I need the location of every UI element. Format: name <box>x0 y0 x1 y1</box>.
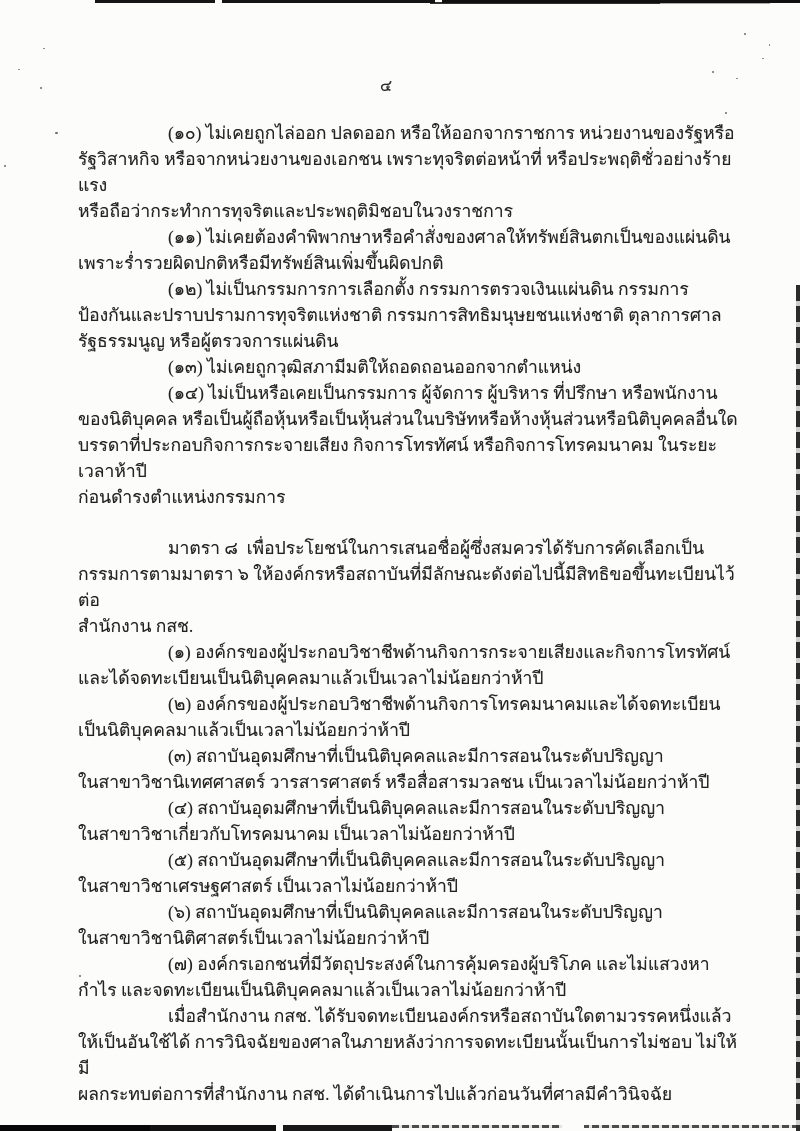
text-line: มาตรา ๘ เพื่อประโยชน์ในการเสนอชื่อผู้ซึ่งสมควรได้รับการคัดเลือกเป็น <box>168 538 705 558</box>
text-line: ของนิติบุคคล หรือเป็นผู้ถือหุ้นหรือเป็นหุ้นส่วนในบริษัทหรือห้างหุ้นส่วนหรือนิติบุคคลอื่นใด <box>78 409 738 429</box>
text-line: (๔) สถาบันอุดมศึกษาที่เป็นนิติบุคคลและมีการสอนในระดับปริญญา <box>168 798 665 818</box>
text-line: (๑๑) ไม่เคยต้องคำพิพากษาหรือคำสั่งของศาลให้ทรัพย์สินตกเป็นของแผ่นดิน <box>168 227 731 247</box>
text-line: (๑) องค์กรของผู้ประกอบวิชาชีพด้านกิจการกระจายเสียงและกิจการโทรทัศน์ <box>168 642 731 662</box>
scan-artifact-bottom-edge-right <box>392 1125 800 1128</box>
paragraph-clause-14 <box>78 380 740 510</box>
text-line: เป็นนิติบุคคลมาแล้วเป็นเวลาไม่น้อยกว่าห้าปี <box>78 720 411 740</box>
text-line: รัฐธรรมนูญ หรือผู้ตรวจการแผ่นดิน <box>78 331 339 351</box>
text-line: รัฐวิสาหกิจ หรือจากหน่วยงานของเอกชน เพราะทุจริตต่อหน้าที่ หรือประพฤติชั่วอย่างร้ายแรง <box>78 149 732 195</box>
text-line: (๕) สถาบันอุดมศึกษาที่เป็นนิติบุคคลและมีการสอนในระดับปริญญา <box>168 850 665 870</box>
scan-speck <box>736 78 738 79</box>
scan-artifact-top-edge <box>95 0 800 3</box>
scan-speck <box>43 48 45 49</box>
document-body <box>78 120 740 1107</box>
text-line: เพราะร่ำรวยผิดปกติหรือมีทรัพย์สินเพิ่มขึ้นผิดปกติ <box>78 253 444 273</box>
text-line: (๑๔) ไม่เป็นหรือเคยเป็นกรรมการ ผู้จัดการ ผู้บริหาร ที่ปรึกษา หรือพนักงาน <box>168 383 718 403</box>
scan-speck <box>769 44 770 46</box>
paragraph-item-4 <box>78 795 740 847</box>
paragraph-item-1 <box>78 639 740 691</box>
paragraph-clause-12 <box>78 276 740 354</box>
text-line: และได้จดทะเบียนเป็นนิติบุคคลมาแล้วเป็นเวลาไม่น้อยกว่าห้าปี <box>78 668 544 688</box>
text-line: กรรมการตามมาตรา ๖ ให้องค์กรหรือสถาบันที่มีลักษณะดังต่อไปนี้มีสิทธิขอขึ้นทะเบียนไว้ต่อ <box>78 564 735 610</box>
text-line: (๒) องค์กรของผู้ประกอบวิชาชีพด้านกิจการโทรคมนาคมและได้จดทะเบียน <box>168 694 721 714</box>
paragraph-clause-10 <box>78 120 740 224</box>
paragraph-item-2 <box>78 691 740 743</box>
text-line: (๗) องค์กรเอกชนที่มีวัตถุประสงค์ในการคุ้มครองผู้บริโภค และไม่แสวงหา <box>168 954 710 974</box>
text-line: ให้เป็นอันใช้ได้ การวินิจฉัยของศาลในภายหลังว่าการจดทะเบียนนั้นเป็นการไม่ชอบ ไม่ให้มี <box>78 1032 737 1078</box>
text-line: ในสาขาวิชาเกี่ยวกับโทรคมนาคม เป็นเวลาไม่น้อยกว่าห้าปี <box>78 824 515 844</box>
scan-speck <box>744 33 746 35</box>
text-line: ในสาขาวิชานิติศาสตร์เป็นเวลาไม่น้อยกว่าห้าปี <box>78 928 430 948</box>
scan-speck <box>725 112 727 114</box>
text-line: บรรดาที่ประกอบกิจการกระจายเสียง กิจการโทรทัศน์ หรือกิจการโทรคมนาคม ในระยะเวลาห้าปี <box>78 435 718 481</box>
page-number: ๔ <box>379 78 393 95</box>
scan-speck <box>79 975 81 977</box>
paragraph-clause-13 <box>78 354 740 380</box>
text-line: (๖) สถาบันอุดมศึกษาที่เป็นนิติบุคคลและมีการสอนในระดับปริญญา <box>168 902 663 922</box>
text-line: ผลกระทบต่อการที่สำนักงาน กสช. ได้ดำเนินการไปแล้วก่อนวันที่ศาลมีคำวินิจฉัย <box>78 1084 673 1104</box>
paragraph-item-3 <box>78 743 740 795</box>
scan-speck <box>55 132 58 134</box>
text-line: สำนักงาน กสช. <box>78 616 194 636</box>
paragraph-closing-paragraph <box>78 1003 740 1107</box>
text-line: (๓) สถาบันอุดมศึกษาที่เป็นนิติบุคคลและมีการสอนในระดับปริญญา <box>168 746 664 766</box>
scan-artifact-top-edge-thick <box>430 2 770 4</box>
text-line: ป้องกันและปราบปรามการทุจริตแห่งชาติ กรรมการสิทธิมนุษยชนแห่งชาติ ตุลาการศาล <box>78 305 722 325</box>
text-line: ในสาขาวิชานิเทศศาสตร์ วารสารศาสตร์ หรือสื่อสารมวลชน เป็นเวลาไม่น้อยกว่าห้าปี <box>78 772 710 792</box>
text-line: (๑๒) ไม่เป็นกรรมการการเลือกตั้ง กรรมการตรวจเงินแผ่นดิน กรรมการ <box>168 279 689 299</box>
scan-artifact-bottom-edge-left <box>0 1125 392 1131</box>
text-line: เมื่อสำนักงาน กสช. ได้รับจดทะเบียนองค์กรหรือสถาบันใดตามวรรคหนึ่งแล้ว <box>168 1006 732 1026</box>
scan-artifact-right-edge <box>796 285 800 1131</box>
scan-speck <box>712 71 714 73</box>
text-line: (๑๓) ไม่เคยถูกวุฒิสภามีมติให้ถอดถอนออกจากตำแหน่ง <box>168 357 582 377</box>
text-line: ก่อนดำรงตำแหน่งกรรมการ <box>78 487 286 507</box>
text-line: ในสาขาวิชาเศรษฐศาสตร์ เป็นเวลาไม่น้อยกว่าห้าปี <box>78 876 458 896</box>
text-line: กำไร และจดทะเบียนเป็นนิติบุคคลมาแล้วเป็นเวลาไม่น้อยกว่าห้าปี <box>78 980 567 1000</box>
text-line: (๑๐) ไม่เคยถูกไล่ออก ปลดออก หรือให้ออกจากราชการ หน่วยงานของรัฐหรือ <box>168 123 735 143</box>
scan-artifact-bottom-edge-gap <box>562 1124 584 1129</box>
text-line: หรือถือว่ากระทำการทุจริตและประพฤติมิชอบในวงราชการ <box>78 201 513 221</box>
paragraph-clause-11 <box>78 224 740 276</box>
scan-speck <box>4 165 6 167</box>
paragraph-item-7 <box>78 951 740 1003</box>
paragraph-item-5 <box>78 847 740 899</box>
paragraph-item-6 <box>78 899 740 951</box>
paragraph-section-8 <box>78 535 740 639</box>
scan-speck <box>762 58 764 59</box>
scan-speck <box>40 87 42 89</box>
scan-speck <box>18 69 20 70</box>
